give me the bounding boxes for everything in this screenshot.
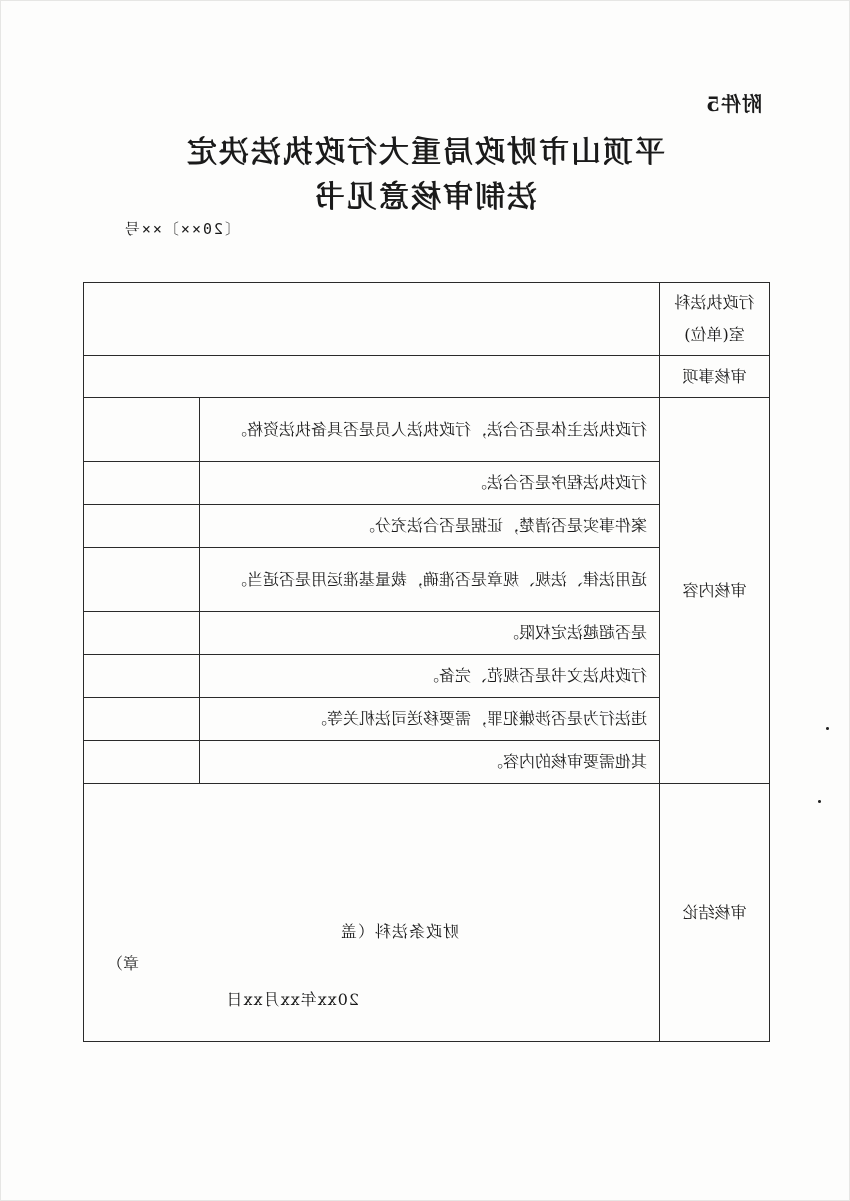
- conclusion-area: [84, 784, 660, 1042]
- signature-date: 20xx年xx月xx日: [225, 990, 359, 1009]
- signature-dept: 财政条法科（盖: [339, 922, 459, 941]
- review-content-blank: [84, 698, 200, 741]
- review-content-item: 其他需要审核的内容。: [200, 741, 660, 784]
- table-row-review-items: [84, 356, 770, 398]
- review-content-item: 行政执法文书是否规范、完备。: [200, 655, 660, 698]
- dept-label: 行政执法科室(单位): [660, 283, 770, 356]
- review-content-item: 违法行为是否涉嫌犯罪，需要移送司法机关等。: [200, 698, 660, 741]
- signature-seal: 章）: [106, 954, 139, 973]
- review-content-blank: [84, 398, 200, 462]
- review-content-blank: [84, 548, 200, 612]
- scan-speck: [818, 800, 821, 803]
- review-content-item: 行政执法程序是否合法。: [200, 462, 660, 505]
- review-items-label: 审核事项: [660, 356, 770, 398]
- document-subtitle: 法制审核意见书: [313, 180, 537, 215]
- review-content-item: 是否超越法定权限。: [200, 612, 660, 655]
- table-row-dept: [84, 283, 770, 356]
- review-content-item: 案件事实是否清楚，证据是否合法充分。: [200, 505, 660, 548]
- review-content-blank: [84, 462, 200, 505]
- table-row: [84, 398, 770, 462]
- review-content-label: 审核内容: [660, 398, 770, 784]
- attachment-label: 附件5: [705, 92, 762, 116]
- table-row-conclusion: [84, 784, 770, 1042]
- review-content-blank: [84, 612, 200, 655]
- review-content-blank: [84, 505, 200, 548]
- review-content-item: 适用法律、法规、规章是否准确，裁量基准运用是否适当。: [200, 548, 660, 612]
- review-content-item: 行政执法主体是否合法，行政执法人员是否具备执法资格。: [200, 398, 660, 462]
- review-items-value: [84, 356, 660, 398]
- review-content-blank: [84, 741, 200, 784]
- document-title: 平顶山市财政局重大行政执法决定: [185, 135, 665, 170]
- document-number: 〔20××〕××号: [122, 220, 240, 238]
- dept-value: [84, 283, 660, 356]
- review-content-blank: [84, 655, 200, 698]
- review-table: [83, 282, 770, 1042]
- conclusion-label: 审核结论: [660, 784, 770, 1042]
- scan-speck: [826, 727, 829, 730]
